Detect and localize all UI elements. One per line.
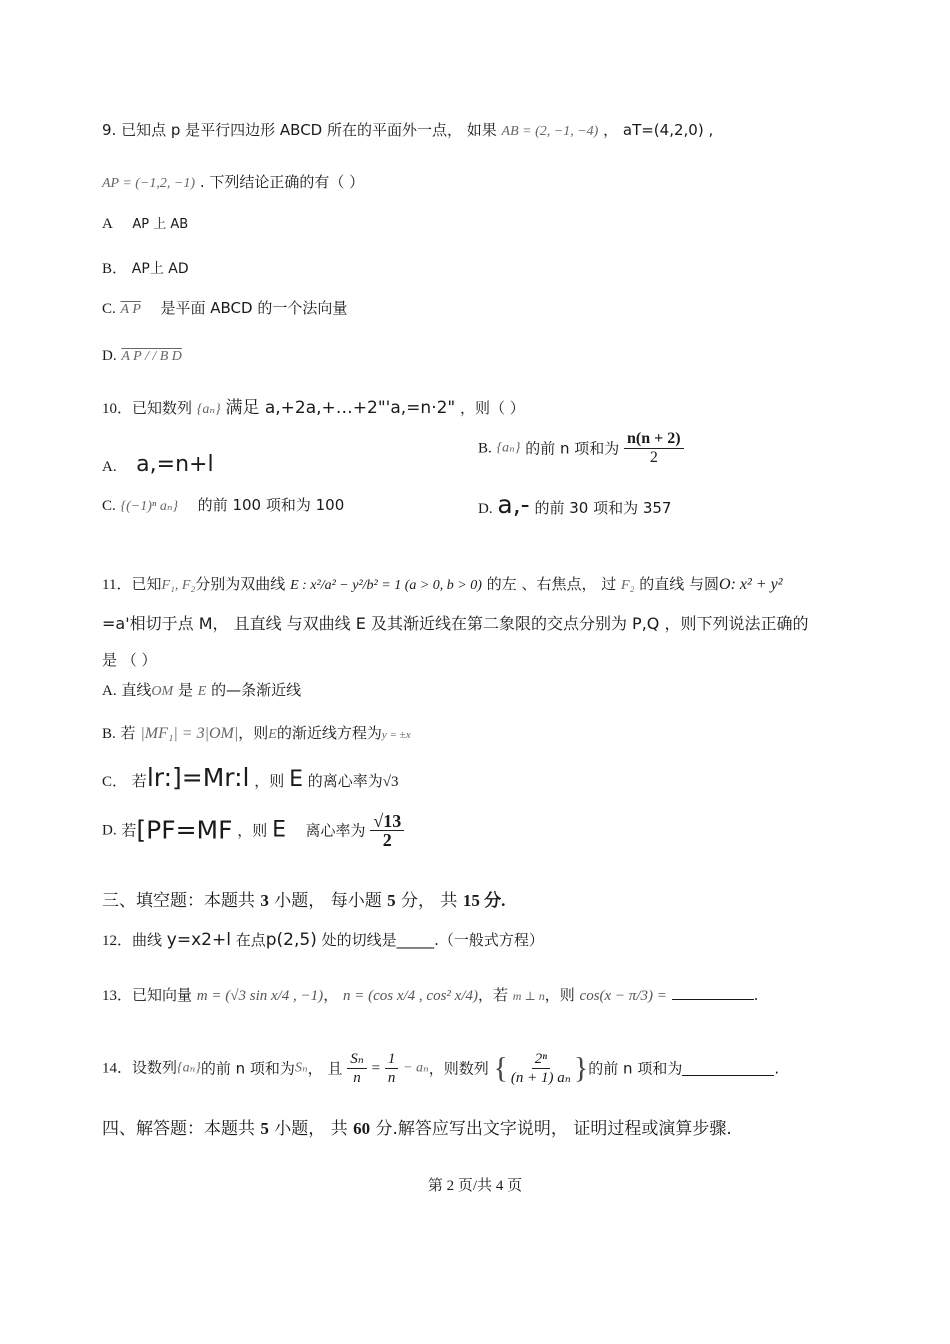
q10-option-c-formula: {(−1)ⁿ aₙ} <box>120 499 179 514</box>
q11-option-a-t3: 的—条渐近线 <box>211 681 302 699</box>
sec3-p2: 小题， 每小题 <box>268 891 388 911</box>
q9-line1-prefix: 9. 已知点 p 是平行四边形 ABCD 所在的平面外一点， 如果 <box>102 121 497 139</box>
q11-option-b-label: B. <box>102 726 116 742</box>
q11-option-d-denominator: 2 <box>382 830 392 850</box>
q11-option-d-t3: 离心率为 <box>305 821 366 840</box>
q9-option-d <box>102 345 182 367</box>
q11-option-b <box>102 723 411 745</box>
q10-option-c <box>102 495 344 517</box>
q13-n-vector: n = (cos x/4 , cos² x/4) <box>342 988 478 1004</box>
q11-option-b-t2: ，则 <box>238 724 269 742</box>
q12 <box>102 930 544 951</box>
q11-option-b-t1: 若 <box>120 724 136 742</box>
q9-option-a-label: A <box>102 216 113 232</box>
sec4-p3: 分.解答应写出文字说明， 证明过程或演算步骤. <box>370 1119 732 1139</box>
sec4-p1: 四、解答题：本题共 <box>102 1119 261 1139</box>
sec3-n3: 15 <box>462 891 480 910</box>
q10-option-b-numerator: n(n + 2) <box>624 430 684 449</box>
q11-option-c-e: E <box>289 767 303 792</box>
q11-option-a-e: E <box>197 684 207 699</box>
q11-l1-c: 的左 、右焦点， 过 <box>486 575 617 593</box>
q11-option-c-big: lr:]=Mr:l <box>146 763 250 792</box>
q14-t3: ， 且 <box>307 1059 343 1078</box>
q11-circle: O: x² + y² <box>719 576 783 593</box>
q9-option-b <box>102 258 189 279</box>
q10-option-a-text: a,=n+l <box>136 452 214 477</box>
sec4-p2: 小题， 共 <box>268 1119 354 1139</box>
section-3-header <box>102 891 505 911</box>
q13-m-vector: m = (√3 sin x/4 , −1) <box>196 988 324 1004</box>
q11-option-c-t1: 若 <box>131 772 147 790</box>
section-4-header <box>102 1119 732 1139</box>
q11-option-d-e: E <box>272 817 286 843</box>
q9-option-c-formula: A P <box>120 302 141 317</box>
q11-option-b-t3: 的渐近线方程为 <box>276 724 382 742</box>
q11-option-b-e: E <box>268 727 277 742</box>
q10-suffix: ，则（ ） <box>460 399 525 417</box>
q14-frac2-den: n <box>387 1070 396 1086</box>
q13-answer-blank[interactable] <box>672 985 754 1000</box>
q14-set-num: 2ⁿ <box>532 1050 550 1069</box>
q12-curve: y=x2+l <box>166 930 231 950</box>
q11-l1-b: 分别为双曲线 <box>195 575 286 593</box>
q9-option-c <box>102 298 347 320</box>
q13-t4: . <box>753 986 759 1004</box>
q12-t2: 在点 <box>235 931 266 949</box>
q11-option-c-t2: ，则 <box>254 772 285 790</box>
q13-t2: ，若 <box>477 986 508 1004</box>
q10-option-b-text: 的前 n 项和为 <box>525 439 620 458</box>
sec4-n1: 5 <box>260 1119 269 1138</box>
q10-seq: {aₙ} <box>196 402 221 417</box>
q11-l1-d: 的直线 与圆 <box>639 575 720 593</box>
q13-expression: cos(x − π/3) = <box>579 988 667 1004</box>
q14-set-den: (n + 1) aₙ <box>510 1070 571 1086</box>
q11-hyperbola: E : x²/a² − y²/b² = 1 (a > 0, b > 0) <box>290 578 482 593</box>
q9-option-c-label: C. <box>102 301 116 317</box>
q14-t1: 14．设数列 <box>102 1060 178 1077</box>
q10-option-b-seq: {aₙ} <box>496 440 521 456</box>
q11-option-c <box>102 763 399 792</box>
sec4-n2: 60 <box>353 1119 371 1138</box>
page-footer: 第 2 页/共 4 页 <box>427 1178 523 1194</box>
sec3-n2: 5 <box>387 891 396 910</box>
q10-option-d-label: D. <box>478 501 493 517</box>
q13-comma: ， <box>323 986 339 1004</box>
q11-f2: F₂ <box>621 578 635 593</box>
q9-vec-ab: AB = (2, −1, −4) <box>501 124 599 139</box>
q11-option-d-label: D. <box>102 822 117 839</box>
q14: 14．设数列{aₙ}的前 n 项和为Sₙ， 且 $\frac{\text{Sₙ}}{n}$ = $\frac{1}{n}$ − aₙ，则数列 { $\frac{\text{2ⁿ}}{\text{(n + 1) aₙ}}$ }的前 n 项和为 . <box>102 1051 780 1086</box>
q11-option-b-formula: |MF₁| = 3|OM| <box>140 725 239 742</box>
q9-option-c-text: 是平面 ABCD 的一个法向量 <box>160 299 348 317</box>
q11-option-a-t2: 是 <box>177 681 193 699</box>
q14-frac-den: n <box>353 1070 361 1086</box>
q12-t1: 12．曲线 <box>102 933 163 949</box>
q10-option-a <box>102 452 214 477</box>
q14-eq: = <box>371 1060 381 1077</box>
q10-option-c-label: C. <box>102 498 116 514</box>
q14-t5: 的前 n 项和为 <box>588 1059 683 1078</box>
q9-line1 <box>102 120 713 142</box>
q11-line1 <box>102 574 783 596</box>
q11-option-d-numerator: √13 <box>370 812 404 831</box>
q11-l1-a: 11．已知 <box>102 577 162 593</box>
q14-answer-blank[interactable] <box>682 1061 774 1076</box>
q11-line2: =a'相切于点 M， 且直线 与双曲线 E 及其渐近线在第二象限的交点分别为 P,Q ，则下列说法正确的 <box>102 614 809 633</box>
q13-t3: ，则 <box>544 986 575 1004</box>
q13-condition: m ⊥ n <box>512 989 545 1003</box>
q10-option-b <box>478 430 684 467</box>
q14-t2: 的前 n 项和为 <box>200 1059 295 1078</box>
q14-fraction-1n <box>385 1050 399 1087</box>
q13-t1: 13．已知向量 <box>102 988 193 1004</box>
q11-option-d-t2: ，则 <box>237 821 268 840</box>
q10-option-b-denominator: 2 <box>649 449 658 466</box>
q11-option-d <box>102 812 404 849</box>
q9-option-b-text: AP上 AD <box>131 261 189 277</box>
q10-option-b-fraction <box>624 430 684 467</box>
q11-option-c-label: C． <box>102 774 128 790</box>
q10-stem <box>102 398 525 420</box>
q9-line2 <box>102 172 364 194</box>
q14-sn: Sₙ <box>294 1060 308 1076</box>
sec3-p4: 分. <box>479 891 506 910</box>
q11-option-a-t1: 直线 <box>121 681 152 699</box>
q12-t3: 处的切线是_____.（一般式方程） <box>321 931 544 949</box>
q11-option-a-om: OM <box>151 684 174 699</box>
q11-option-c-t3: 的离心率为 <box>307 772 383 790</box>
q10-option-b-label: B. <box>478 440 492 457</box>
q9-option-b-label: B． <box>102 261 128 277</box>
q14-frac-num: Sₙ <box>347 1050 367 1069</box>
q10-option-d-big: a,- <box>497 490 530 519</box>
q12-point: p(2,5) <box>265 930 317 950</box>
sec3-n1: 3 <box>260 891 269 910</box>
q9-line2-suffix: . 下列结论正确的有（ ） <box>199 173 365 191</box>
q14-frac2-num: 1 <box>385 1050 399 1069</box>
q10-option-c-text: 的前 100 项和为 100 <box>197 496 345 514</box>
q9-option-d-formula: A P / / B D <box>121 349 182 364</box>
q11-option-d-t1: 若 <box>121 821 137 840</box>
q13 <box>102 985 758 1006</box>
q14-minus: − aₙ <box>403 1060 429 1076</box>
q9-option-d-label: D. <box>102 348 117 364</box>
q10-middle: 满足 a,+2a,+…+2"'a,=n·2" <box>225 398 456 418</box>
q10-prefix: 10．已知数列 <box>102 401 193 417</box>
q11-line3: 是 （ ） <box>102 651 157 669</box>
q14-seq: {aₙ} <box>177 1060 201 1076</box>
q11-option-a <box>102 680 301 702</box>
q11-option-a-label: A. <box>102 683 117 699</box>
q14-t6: . <box>774 1059 780 1078</box>
q11-option-d-fraction <box>370 812 404 849</box>
sec3-p1: 三、填空题：本题共 <box>102 891 261 911</box>
q14-set-fraction <box>508 1050 574 1087</box>
q14-fraction-sn <box>347 1050 367 1087</box>
q11-foci: F₁, F₂ <box>161 578 196 593</box>
q9-vec-ap: AP = (−1,2, −1) <box>102 176 196 191</box>
q11-option-d-big: [PF=MF <box>136 815 233 845</box>
q9-option-a <box>102 213 188 235</box>
q10-option-d <box>478 490 672 519</box>
q9-option-a-text: AP 上 AB <box>132 217 189 232</box>
q10-option-a-label: A. <box>102 459 117 475</box>
q9-line1-suffix: ， aT=(4,2,0) , <box>603 121 714 139</box>
q11-option-b-eq: y = ±x <box>381 729 411 741</box>
q11-option-c-value: √3 <box>382 774 399 790</box>
q10-option-d-text: 的前 30 项和为 357 <box>534 499 672 517</box>
sec3-p3: 分， 共 <box>395 891 463 911</box>
q14-t4: ，则数列 <box>428 1059 489 1078</box>
